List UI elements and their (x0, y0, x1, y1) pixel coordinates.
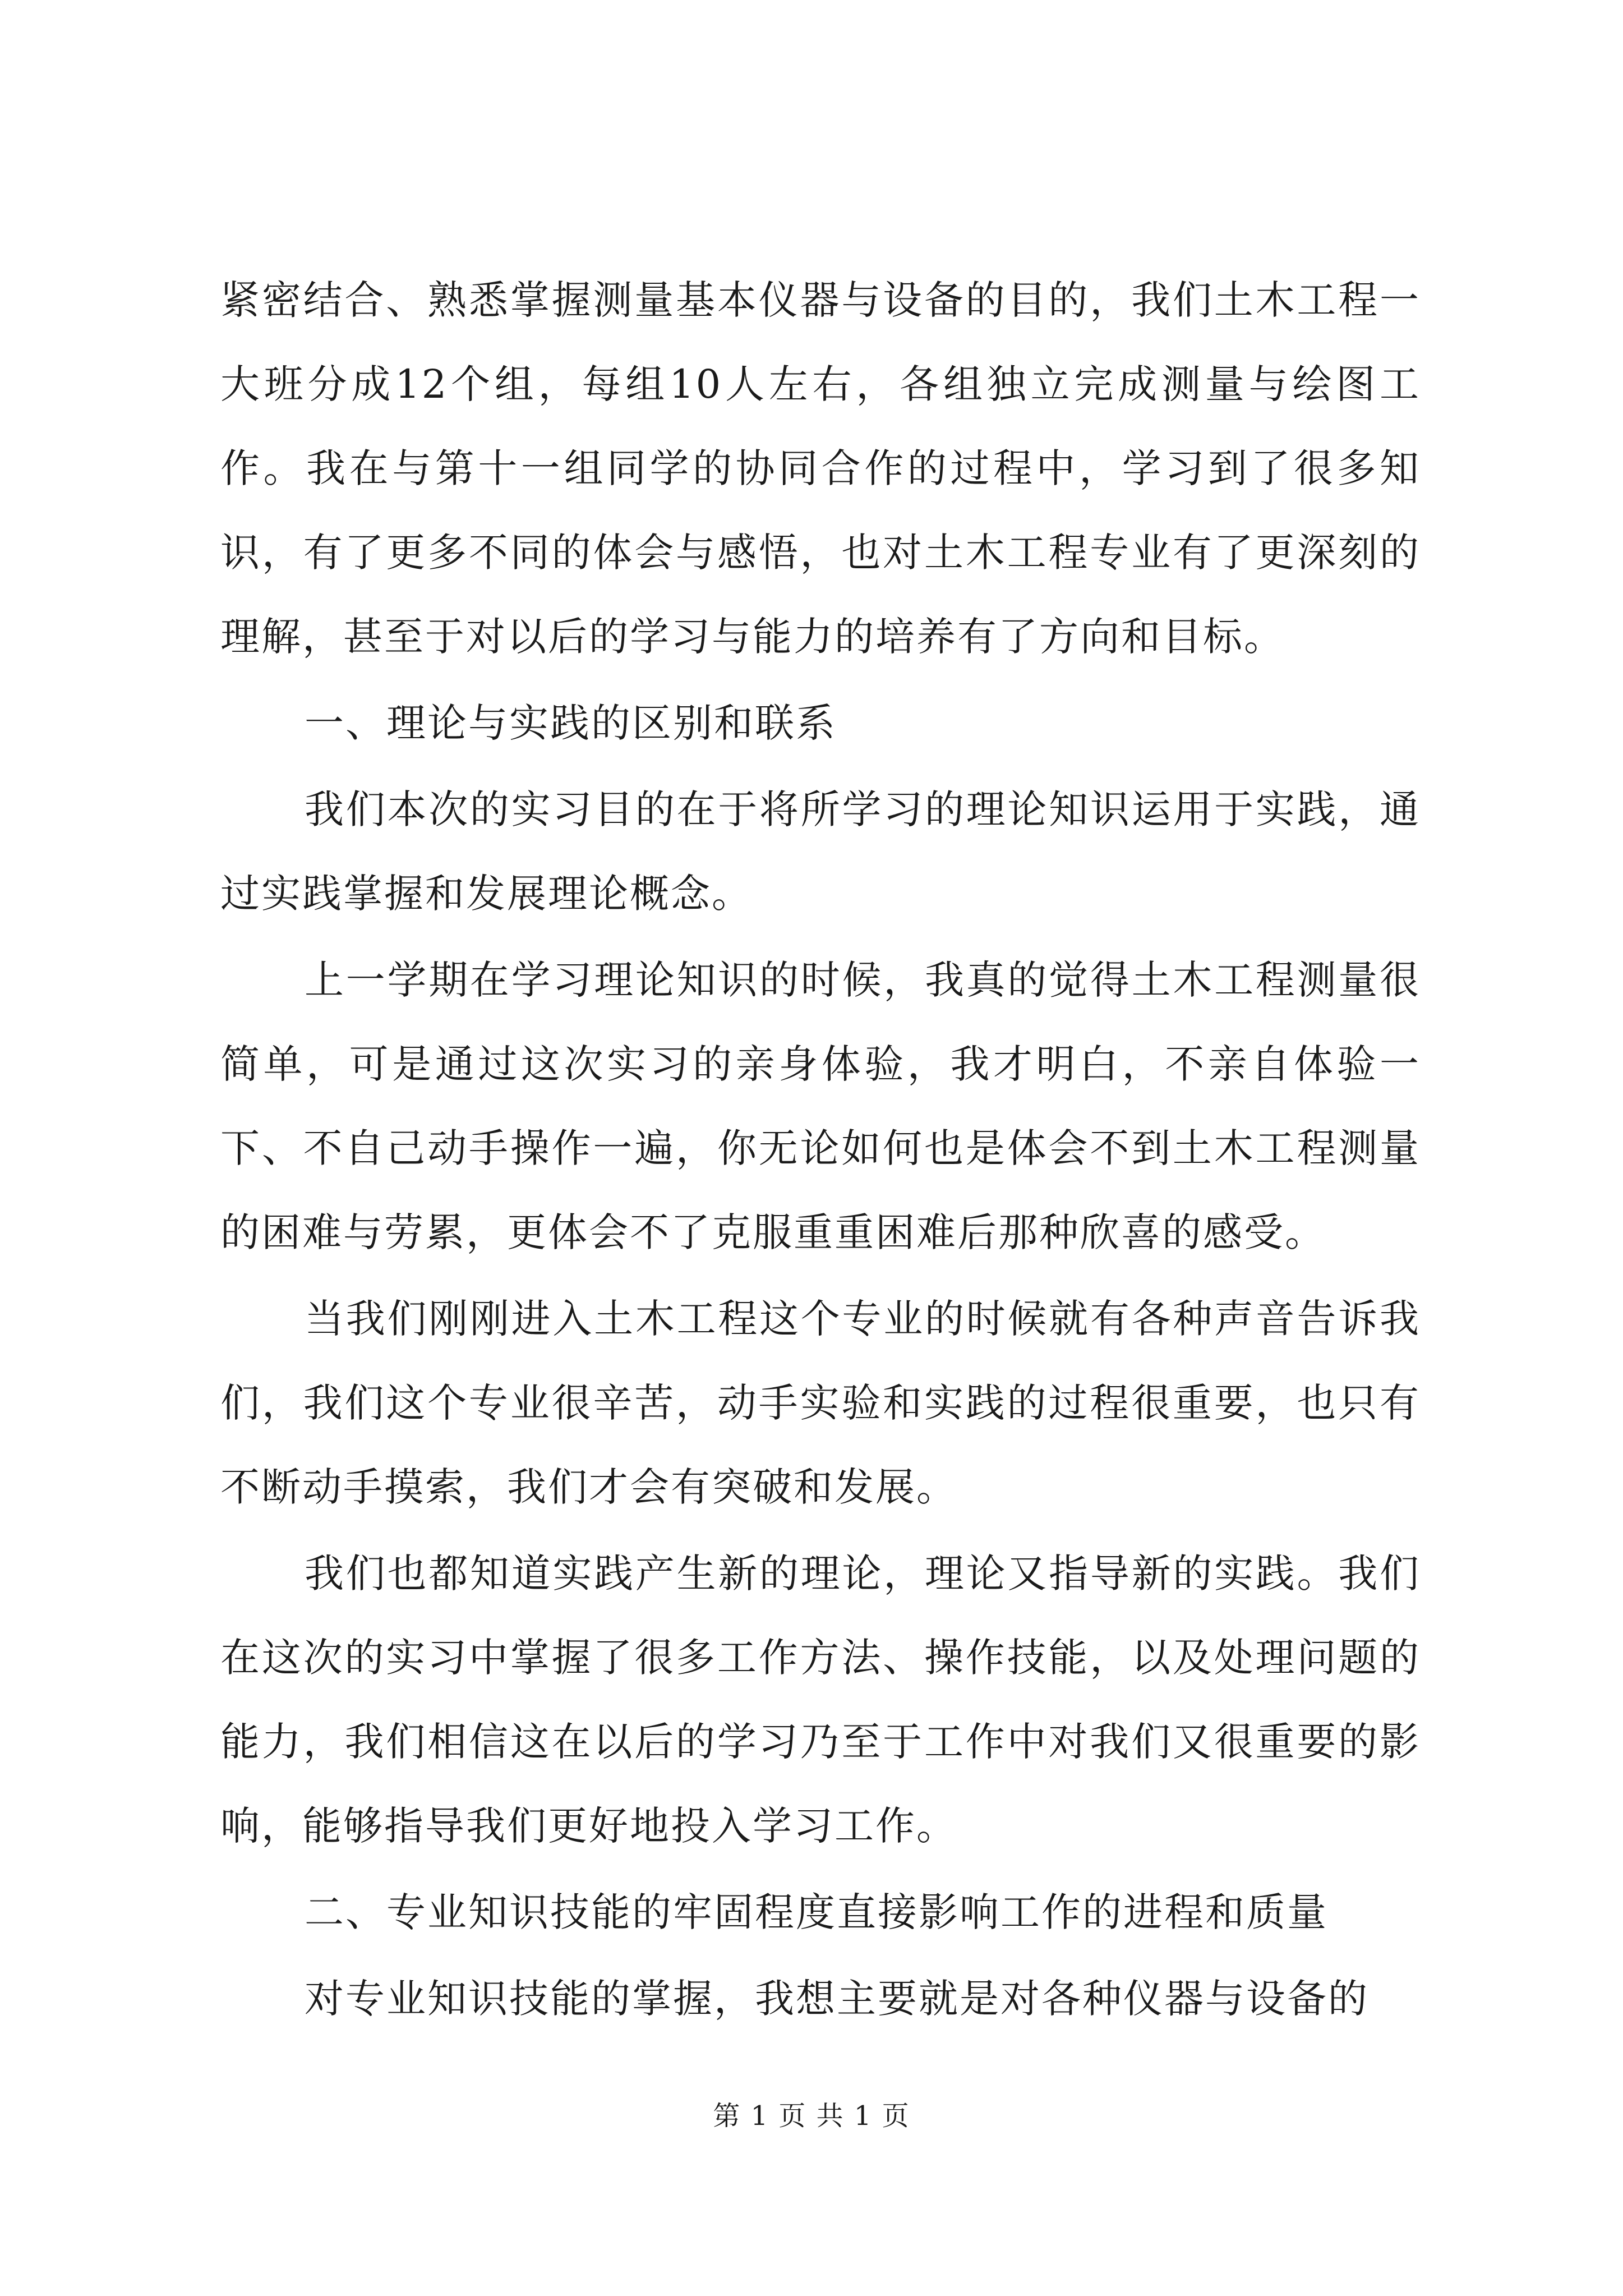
paragraph: 我们也都知道实践产生新的理论，理论又指导新的实践。我们在这次的实习中掌握了很多工作方法、操作技能，以及处理问题的能力，我们相信这在以后的学习乃至于工作中对我们又很重要的影响，能够指导我们更好地投入学习工作。 (220, 1550, 1421, 1849)
paragraph: 上一学期在学习理论知识的时候，我真的觉得土木工程测量很简单，可是通过这次实习的亲身体验，我才明白，不亲自体验一下、不自己动手操作一遍，你无论如何也是体会不到土木工程测量的困难与劳累，更体会不了克服重重困难后那种欣喜的感受。 (220, 957, 1421, 1255)
paragraph: 当我们刚刚进入土木工程这个专业的时候就有各种声音告诉我们，我们这个专业很辛苦，动手实验和实践的过程很重要，也只有不断动手摸索，我们才会有突破和发展。 (220, 1296, 1421, 1510)
paragraph-truncated: 对专业知识技能的掌握，我想主要就是对各种仪器与设备的 (305, 1976, 1369, 2022)
document-body (220, 258, 1421, 2043)
section-heading-2: 二、专业知识技能的牢固程度直接影响工作的进程和质量 (305, 1889, 1328, 1935)
page-footer (0, 2098, 1623, 2134)
paragraph-continuation: 紧密结合、熟悉掌握测量基本仪器与设备的目的，我们土木工程一大班分成12个组，每组10人左右，各组独立完成测量与绘图工作。我在与第十一组同学的协同合作的过程中，学习到了很多知识，有了更多不同的体会与感悟，也对土木工程专业有了更深刻的理解，甚至于对以后的学习与能力的培养有了方向和目标。 (220, 277, 1421, 660)
page-number-label: 第 1 页 共 1 页 (713, 2100, 910, 2132)
section-heading-1: 一、理论与实践的区别和联系 (305, 700, 837, 746)
paragraph: 我们本次的实习目的在于将所学习的理论知识运用于实践，通过实践掌握和发展理论概念。 (220, 786, 1421, 917)
